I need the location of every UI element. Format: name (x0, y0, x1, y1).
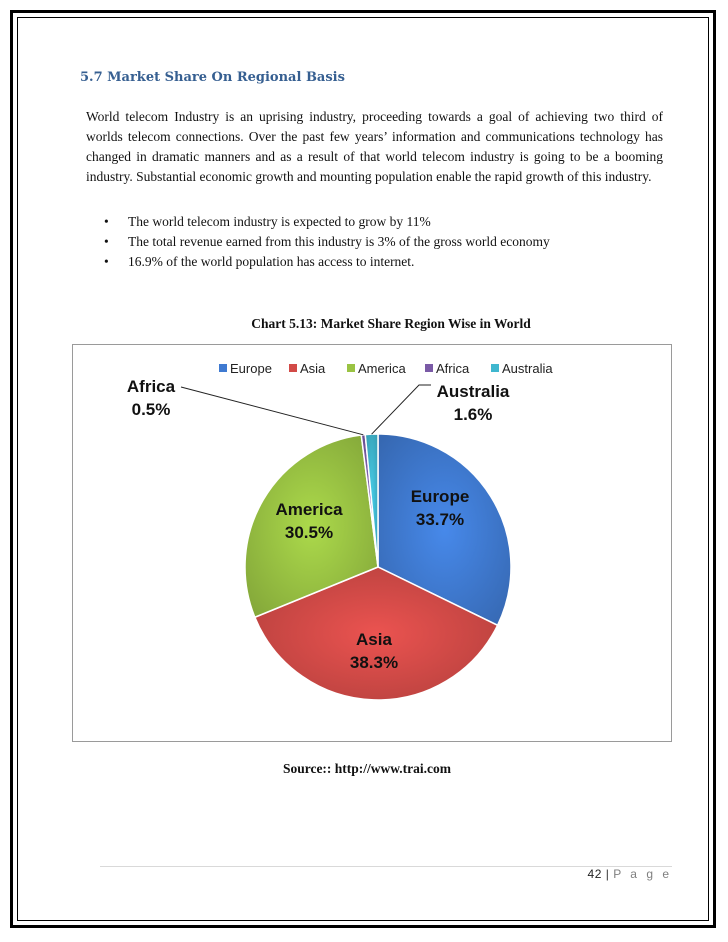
legend-label-america: America (358, 361, 406, 376)
data-value-africa: 0.5% (131, 400, 171, 419)
leader-line-africa (181, 387, 363, 435)
data-value-australia: 1.6% (453, 405, 493, 424)
data-value-europe: 33.7% (415, 510, 465, 529)
legend-label-asia: Asia (300, 361, 326, 376)
data-label-asia: Asia (356, 630, 392, 649)
bullet-list (104, 212, 550, 272)
page-footer (588, 867, 672, 881)
data-value-asia: 38.3% (349, 653, 399, 672)
data-label-australia: Australia (436, 382, 510, 401)
data-label-europe: Europe (410, 487, 470, 506)
legend-swatch-africa (425, 364, 433, 372)
source-note: Source:: http://www.trai.com (282, 761, 452, 776)
legend-swatch-america (347, 364, 355, 372)
pie-chart-area (72, 344, 672, 742)
legend-label-europe: Europe (230, 361, 272, 376)
data-label-america: America (275, 500, 343, 519)
page-number: 42 (587, 867, 602, 881)
bullet-item: • The total revenue earned from this industry is 3% of the gross world economy (104, 232, 550, 252)
leader-line-australia (372, 385, 431, 434)
chart-caption: Chart 5.13: Market Share Region Wise in World (251, 316, 531, 331)
legend-swatch-australia (491, 364, 499, 372)
legend-label-australia: Australia (502, 361, 553, 376)
footer-divider (100, 866, 672, 867)
legend-label-africa: Africa (436, 361, 470, 376)
bullet-item: • 16.9% of the world population has access to internet. (104, 252, 550, 272)
page-word: P a g e (613, 867, 672, 881)
section-heading: 5.7 Market Share On Regional Basis (80, 70, 345, 85)
legend-swatch-europe (219, 364, 227, 372)
data-value-america: 30.5% (284, 523, 334, 542)
legend-swatch-asia (289, 364, 297, 372)
body-paragraph: World telecom Industry is an uprising industry, proceeding towards a goal of achieving two third of worlds telecom connections. Over the past few years’ information and communications technology has changed in dramatic manners and as a result of that world telecom industry is going to be a booming industry. Substantial economic growth and mounting population enable the rapid growth of this industry. (86, 109, 663, 184)
footer-separator: | (605, 867, 610, 881)
pie-chart (73, 345, 673, 743)
data-label-africa: Africa (126, 377, 176, 396)
bullet-item: • The world telecom industry is expected to grow by 11% (104, 212, 550, 232)
